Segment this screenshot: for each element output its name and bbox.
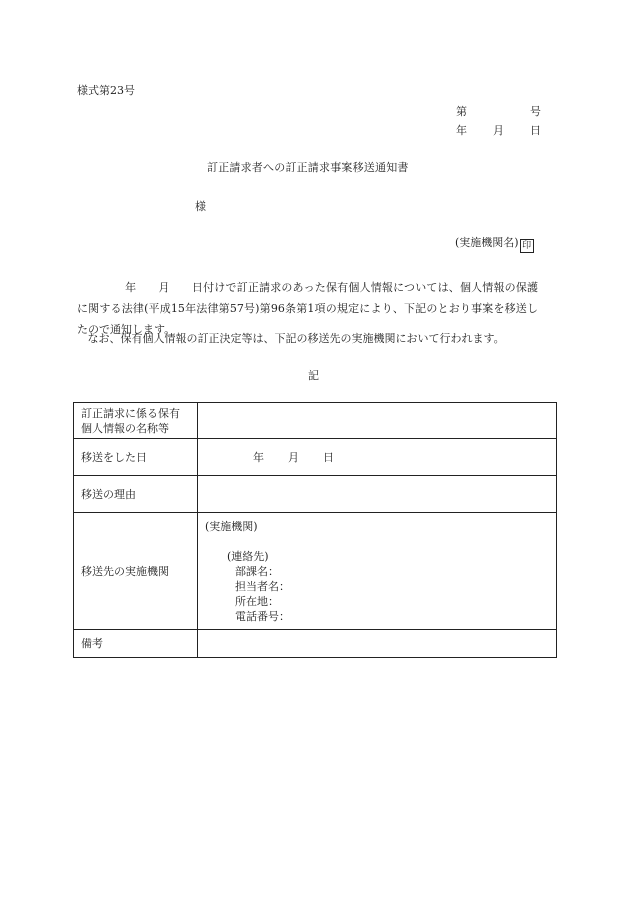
table-row: [74, 476, 557, 513]
doc-number-prefix: 第: [456, 105, 467, 118]
addressee-suffix: 様: [195, 200, 206, 213]
body-paragraph-2: [77, 332, 505, 346]
transfer-year: 年: [253, 450, 264, 464]
table-row: [74, 513, 557, 630]
dept-label: 部課名：: [235, 565, 279, 578]
address-label: 所在地：: [235, 595, 279, 608]
remarks-field[interactable]: [198, 630, 557, 658]
table-row: [74, 630, 557, 658]
table-row: [74, 403, 557, 439]
para1-year: 年: [125, 281, 137, 294]
table-row: [74, 439, 557, 476]
info-name-label-line2: 個人情報の名称等: [81, 421, 169, 435]
remarks-label: 備考: [74, 630, 198, 658]
transfer-reason-field[interactable]: [198, 476, 557, 513]
transfer-date-field[interactable]: [198, 439, 557, 476]
phone-label: 電話番号：: [235, 610, 290, 623]
issuer-line: [455, 237, 534, 253]
para2-text: なお、保有個人情報の訂正決定等は、下記の移送先の実施機関において行われます。: [87, 332, 505, 345]
transfer-day: 日: [323, 450, 334, 464]
issue-date-line: [456, 125, 541, 136]
destination-agency-label: 移送先の実施機関: [74, 513, 198, 630]
issue-day: 日: [530, 124, 541, 137]
para1-text: 日付けで訂正請求のあった保有個人情報については、個人情報の保護に関する法律(平成15年法律第57号)第96条第1項の規定により、下記のとおり事案を移送したので通知します。: [77, 281, 539, 336]
form-number: 様式第23号: [77, 84, 135, 97]
issue-month: 月: [493, 124, 504, 137]
info-name-label-line1: 訂正請求に係る保有: [81, 406, 180, 420]
ki-heading: 記: [308, 369, 319, 382]
info-name-field[interactable]: [198, 403, 557, 439]
contact-heading: (連絡先): [227, 550, 269, 563]
para1-month: 月: [158, 281, 170, 294]
transfer-month: 月: [288, 450, 299, 464]
issue-year: 年: [456, 124, 467, 137]
body-paragraph-1: [77, 277, 538, 340]
info-name-label: [74, 403, 198, 439]
notice-table: [73, 402, 557, 658]
person-label: 担当者名：: [235, 580, 290, 593]
doc-number-suffix: 号: [530, 105, 541, 118]
transfer-reason-label: 移送の理由: [74, 476, 198, 513]
destination-agency-heading: (実施機関): [205, 520, 258, 533]
transfer-date-label: 移送をした日: [74, 439, 198, 476]
document-number-line: [456, 106, 541, 117]
destination-agency-field[interactable]: [198, 513, 557, 630]
issuer-label: (実施機関名): [455, 236, 519, 249]
seal-mark: 印: [520, 239, 534, 253]
document-title: 訂正請求者への訂正請求事案移送通知書: [207, 161, 409, 174]
